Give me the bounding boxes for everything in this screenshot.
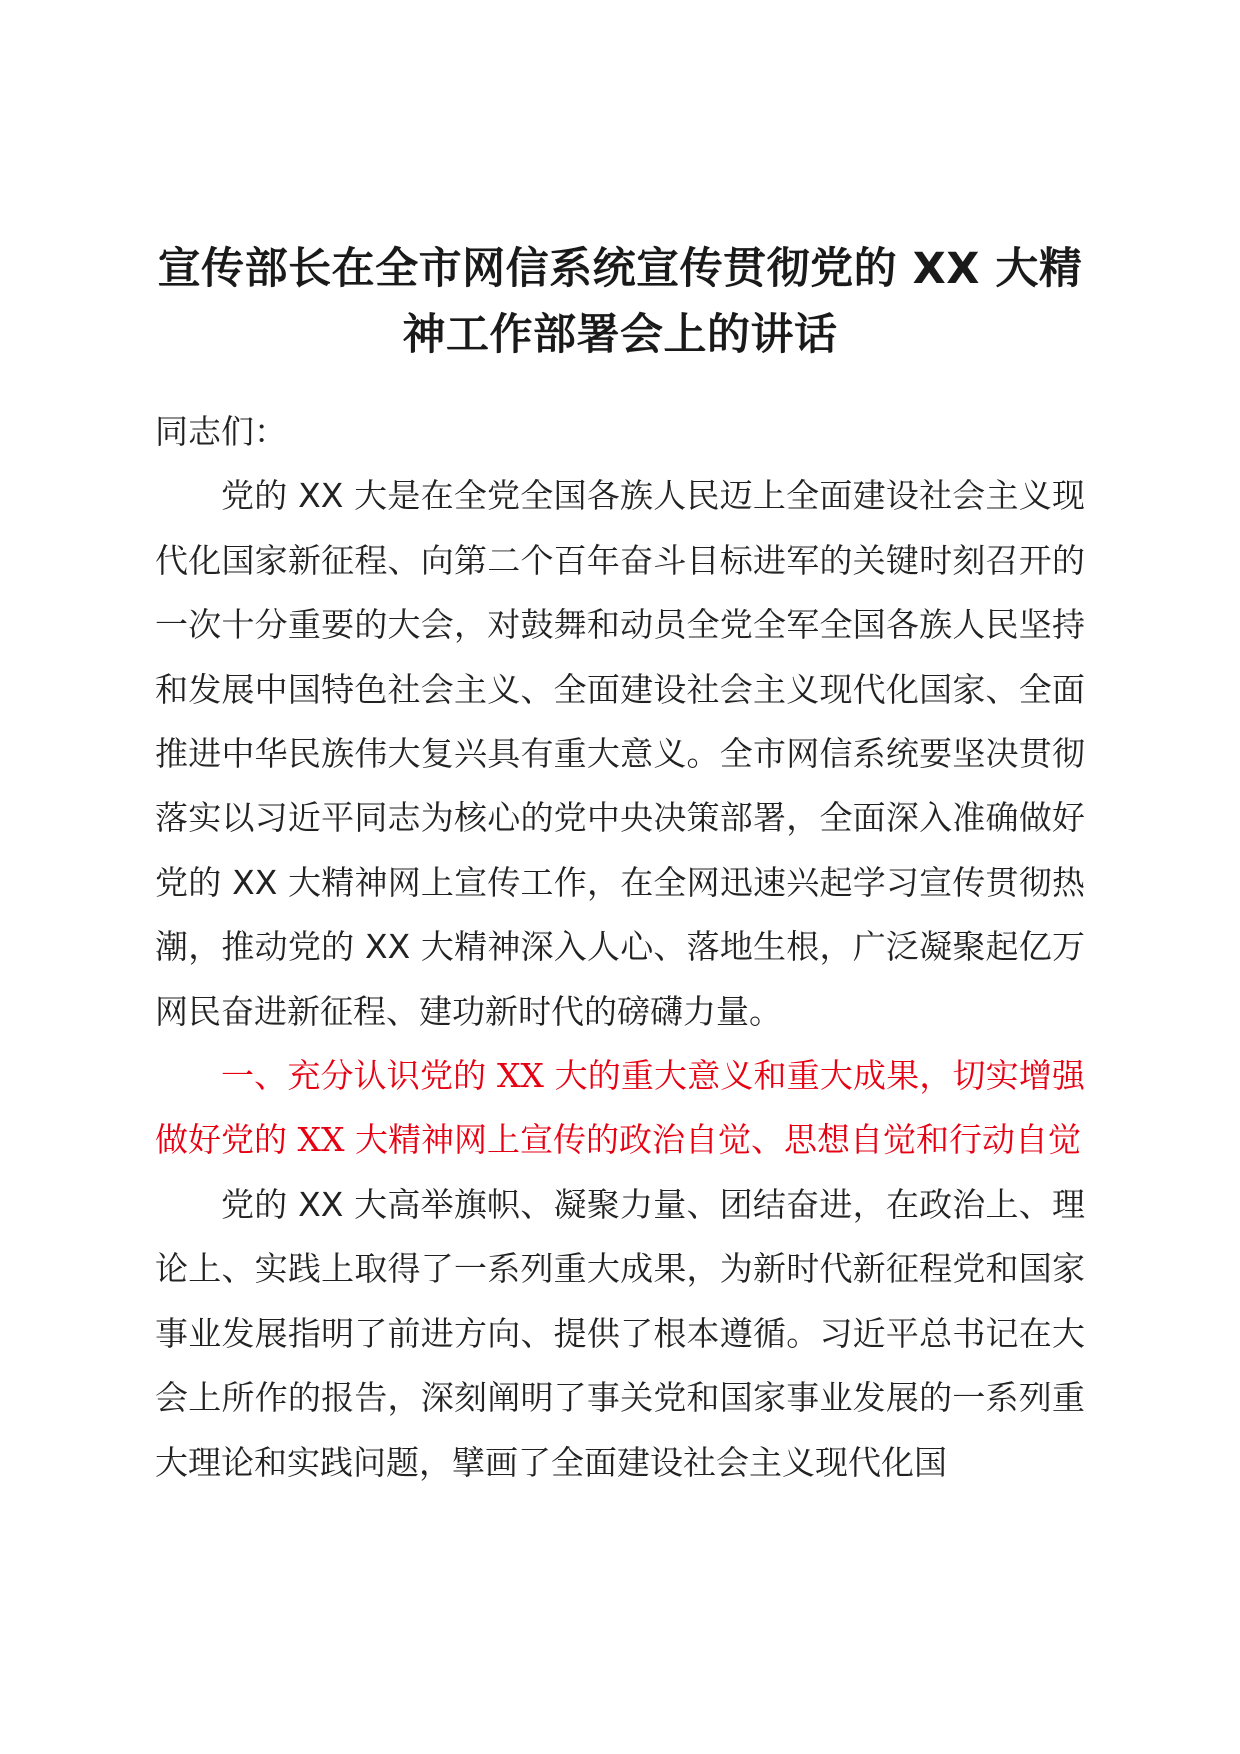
document-body xyxy=(155,400,1085,1495)
paragraph-intro: 党的 XX 大是在全党全国各族人民迈上全面建设社会主义现代化国家新征程、向第二个百年奋斗目标进军的关键时刻召开的一次十分重要的大会，对鼓舞和动员全党全军全国各族人民坚持和发展中国特色社会主义、全面建设社会主义现代化国家、全面推进中华民族伟大复兴具有重大意义。全市网信系统要坚决贯彻落实以习近平同志为核心的党中央决策部署，全面深入准确做好党的 XX 大精神网上宣传工作，在全网迅速兴起学习宣传贯彻热潮，推动党的 XX 大精神深入人心、落地生根，广泛凝聚起亿万网民奋进新征程、建功新时代的磅礴力量。 xyxy=(155,476,1085,1031)
salutation: 同志们： xyxy=(155,412,287,451)
paragraph-section-1: 党的 XX 大高举旗帜、凝聚力量、团结奋进，在政治上、理论上、实践上取得了一系列重大成果，为新时代新征程党和国家事业发展指明了前进方向、提供了根本遵循。习近平总书记在大会上所作的报告，深刻阐明了事关党和国家事业发展的一系列重大理论和实践问题，擘画了全面建设社会主义现代化国 xyxy=(155,1184,1085,1482)
document-title: 宣传部长在全市网信系统宣传贯彻党的 XX 大精神工作部署会上的讲话 xyxy=(157,244,1083,360)
section-heading-1: 一、充分认识党的 XX 大的重大意义和重大成果，切实增强做好党的 XX 大精神网上宣传的政治自觉、思想自觉和行动自觉 xyxy=(155,1056,1085,1160)
